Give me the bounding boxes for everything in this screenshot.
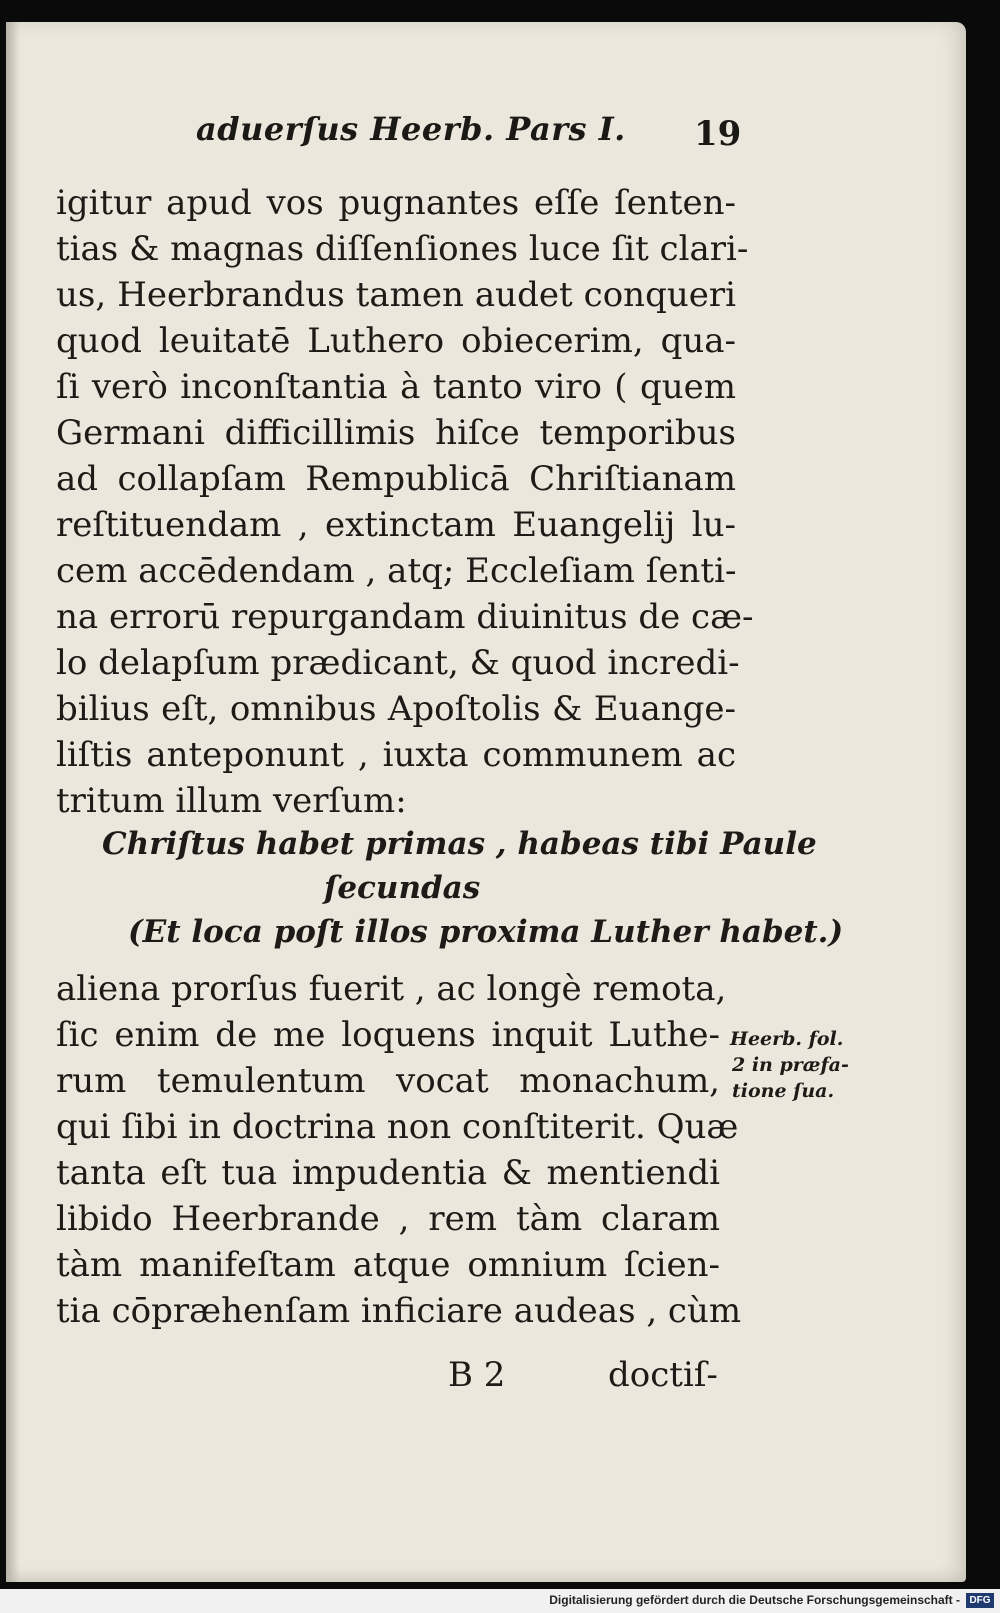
text-line: liſtis anteponunt , iuxta communem ac: [56, 735, 736, 775]
catchword: doctiſ-: [608, 1355, 718, 1395]
page-number: 19: [694, 114, 742, 154]
text-line: cem accēdendam , atq; Eccleſiam ſenti-: [56, 551, 737, 591]
verse-line: (Et loca poſt illos proxima Luther habet.): [128, 914, 844, 950]
verse-quotation: [56, 822, 844, 954]
signature-mark: B 2: [448, 1355, 506, 1395]
text-line: tàm manifeſtam atque omnium ſcien-: [56, 1245, 720, 1285]
running-head: aduerſus Heerb. Pars I.: [196, 110, 626, 148]
text-line: libido Heerbrande , rem tàm claram: [56, 1199, 720, 1239]
text-line: igitur apud vos pugnantes eſſe ſenten-: [56, 183, 736, 223]
text-line: tia cōpræhenſam inficiare audeas , cùm: [56, 1291, 742, 1331]
text-line: tritum illum verſum:: [56, 781, 407, 821]
text-line: quod leuitatē Luthero obiecerim, qua-: [56, 321, 736, 361]
text-line: ad collapſam Rempublicā Chriſtianam: [56, 459, 736, 499]
text-line: tanta eſt tua impudentia & mentiendi: [56, 1153, 720, 1193]
text-line: rum temulentum vocat monachum,: [56, 1061, 720, 1101]
dfg-logo: DFG: [966, 1593, 994, 1608]
page-footer: [56, 1352, 736, 1398]
text-line: lo delapſum prædicant, & quod incredi-: [56, 643, 740, 683]
digitization-credit: Digitalisierung gefördert durch die Deutsche Forschungsgemeinschaft -: [549, 1593, 960, 1607]
marginal-note-line: 2 in præfa-: [732, 1054, 849, 1076]
text-line: reſtituendam , extinctam Euangelij lu-: [56, 505, 736, 545]
main-text-block: [56, 180, 754, 824]
text-line: tias & magnas diſſenſiones luce ſit clari-: [56, 229, 749, 269]
marginal-note-line: tione ſua.: [732, 1080, 835, 1102]
text-line: aliena prorſus fuerit , ac longè remota,: [56, 969, 727, 1009]
verse-line: Chriſtus habet primas , habeas tibi Paule: [102, 826, 817, 862]
main-text-block-continued: [56, 966, 742, 1334]
book-page: [6, 22, 966, 1582]
text-line: na errorū repurgandam diuinitus de cæ-: [56, 597, 754, 637]
text-line: us, Heerbrandus tamen audet conqueri: [56, 275, 736, 315]
text-line: ſic enim de me loquens inquit Luthe-: [56, 1015, 720, 1055]
marginal-note-line: Heerb. fol.: [730, 1028, 844, 1050]
digitization-banner: [0, 1589, 1000, 1613]
marginal-note: [730, 1026, 870, 1104]
text-line: qui ſibi in doctrina non conſtiterit. Quæ: [56, 1107, 739, 1147]
page-gutter-shadow: [6, 22, 20, 1582]
text-line: bilius eſt, omnibus Apoſtolis & Euange-: [56, 689, 736, 729]
text-line: ſi verò inconſtantia à tanto viro ( quem: [56, 367, 736, 407]
verse-line: ſecundas: [324, 870, 481, 906]
text-line: Germani difficillimis hiſce temporibus: [56, 413, 736, 453]
